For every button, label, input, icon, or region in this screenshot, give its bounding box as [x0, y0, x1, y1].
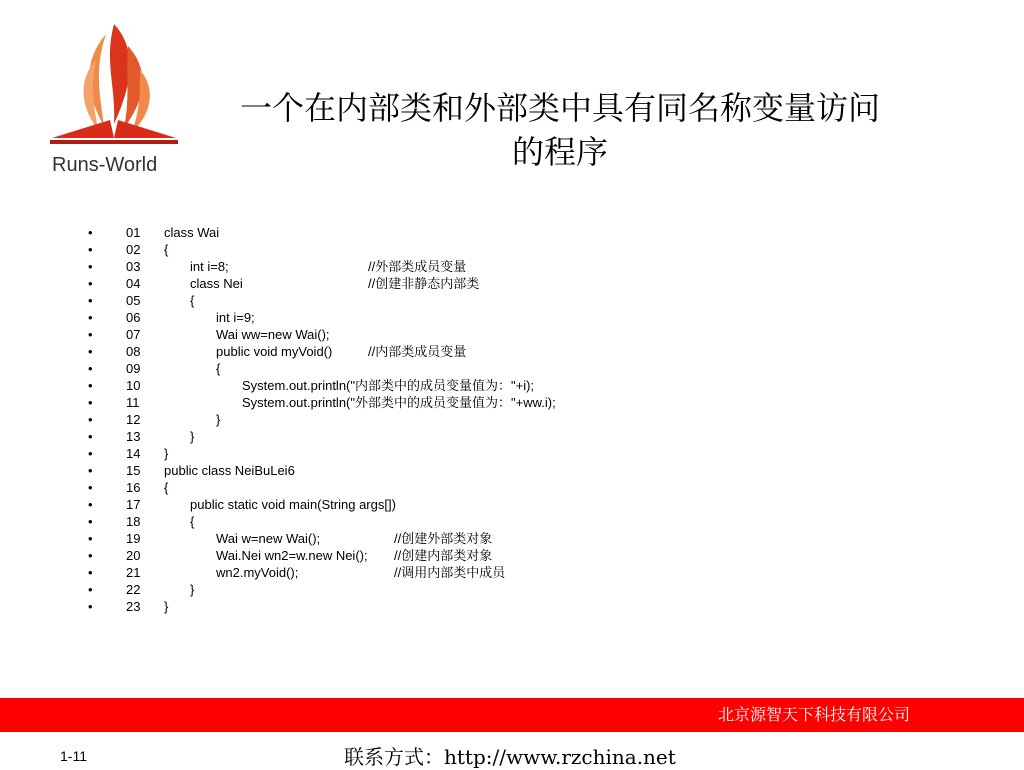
code-line [84, 224, 644, 241]
code-text: public class NeiBuLei6 [164, 463, 295, 478]
line-number: 23 [126, 599, 141, 614]
line-number: 18 [126, 514, 141, 529]
line-number: 21 [126, 565, 141, 580]
code-line [84, 564, 644, 581]
code-text: { [164, 480, 169, 495]
footer-band [0, 698, 1024, 732]
logo-text: Runs-World [52, 154, 158, 176]
line-number: 10 [126, 378, 141, 393]
code-text: Wai.Nei wn2=w.new Nei(); [216, 548, 368, 563]
line-number: 03 [126, 259, 141, 274]
code-text: int i=9; [216, 310, 255, 325]
code-line [84, 275, 644, 292]
code-text: int i=8; [190, 259, 229, 274]
line-number: 05 [126, 293, 141, 308]
code-line [84, 479, 644, 496]
code-text: } [216, 412, 221, 427]
bullet-icon: • [88, 531, 93, 546]
bullet-icon: • [88, 310, 93, 325]
bullet-icon: • [88, 497, 93, 512]
line-number: 09 [126, 361, 141, 376]
code-line [84, 445, 644, 462]
bullet-icon: • [88, 242, 93, 257]
bullet-icon: • [88, 276, 93, 291]
code-text: public void myVoid() [216, 344, 333, 359]
code-text: class Wai [164, 225, 220, 240]
code-text: System.out.println("内部类中的成员变量值为："+i); [242, 378, 535, 393]
bullet-icon: • [88, 395, 93, 410]
line-number: 14 [126, 446, 141, 461]
line-number: 17 [126, 497, 141, 512]
bullet-icon: • [88, 327, 93, 342]
code-comment: //调用内部类中成员 [394, 565, 506, 580]
code-text: } [164, 599, 169, 614]
code-text: { [164, 242, 169, 257]
line-number: 16 [126, 480, 141, 495]
page-number: 1-11 [60, 748, 87, 764]
code-text: } [190, 429, 195, 444]
code-text: Wai w=new Wai(); [216, 531, 321, 546]
code-comment: //外部类成员变量 [368, 259, 467, 274]
bullet-icon: • [88, 446, 93, 461]
bullet-icon: • [88, 548, 93, 563]
line-number: 12 [126, 412, 141, 427]
code-line [84, 377, 644, 394]
code-text: } [164, 446, 169, 461]
code-line [84, 581, 644, 598]
line-number: 11 [126, 395, 140, 410]
line-number: 04 [126, 276, 141, 291]
code-line [84, 530, 644, 547]
bullet-icon: • [88, 565, 93, 580]
line-number: 02 [126, 242, 141, 257]
title-line-2: 的程序 [511, 133, 608, 171]
code-comment: //创建内部类对象 [394, 548, 493, 563]
bullet-icon: • [88, 480, 93, 495]
code-comment: //创建外部类对象 [394, 531, 493, 546]
company-name: 北京源智天下科技有限公司 [717, 705, 910, 724]
code-line [84, 394, 644, 411]
title-line-1: 一个在内部类和外部类中具有同名称变量访问 [239, 89, 880, 127]
code-line [84, 411, 644, 428]
code-line [84, 343, 644, 360]
bullet-icon: • [88, 361, 93, 376]
line-number: 22 [126, 582, 141, 597]
code-text: class Nei [190, 276, 243, 291]
code-text: Wai ww=new Wai(); [216, 327, 330, 342]
line-number: 15 [126, 463, 141, 478]
code-text: public static void main(String args[]) [190, 497, 396, 512]
line-number: 13 [126, 429, 141, 444]
bullet-icon: • [88, 259, 93, 274]
line-number: 08 [126, 344, 141, 359]
code-text: } [190, 582, 195, 597]
flame-book-icon [44, 16, 184, 156]
code-text: { [190, 514, 195, 529]
slide-title [180, 86, 940, 174]
code-line [84, 292, 644, 309]
line-number: 01 [126, 225, 141, 240]
contact-info: 联系方式：http://www.rzchina.net [344, 745, 676, 769]
code-text: wn2.myVoid(); [216, 565, 299, 580]
code-line [84, 598, 644, 615]
code-line [84, 428, 644, 445]
bullet-icon: • [88, 378, 93, 393]
line-number: 20 [126, 548, 141, 563]
code-comment: //创建非静态内部类 [368, 276, 480, 291]
code-line [84, 241, 644, 258]
code-text: { [190, 293, 195, 308]
code-listing [84, 224, 644, 615]
line-number: 07 [126, 327, 141, 342]
bullet-icon: • [88, 514, 93, 529]
line-number: 19 [126, 531, 141, 546]
bullet-icon: • [88, 582, 93, 597]
code-comment: //内部类成员变量 [368, 344, 467, 359]
bullet-icon: • [88, 293, 93, 308]
code-line [84, 496, 644, 513]
line-number: 06 [126, 310, 141, 325]
bullet-icon: • [88, 429, 93, 444]
code-line [84, 309, 644, 326]
code-text: System.out.println("外部类中的成员变量值为："+ww.i); [242, 395, 556, 410]
code-line [84, 258, 644, 275]
code-line [84, 547, 644, 564]
runs-world-logo [44, 16, 184, 176]
code-text: { [216, 361, 221, 376]
bullet-icon: • [88, 344, 93, 359]
bullet-icon: • [88, 463, 93, 478]
bullet-icon: • [88, 412, 93, 427]
bullet-icon: • [88, 225, 93, 240]
code-line [84, 326, 644, 343]
code-line [84, 462, 644, 479]
code-line [84, 360, 644, 377]
code-line [84, 513, 644, 530]
bullet-icon: • [88, 599, 93, 614]
